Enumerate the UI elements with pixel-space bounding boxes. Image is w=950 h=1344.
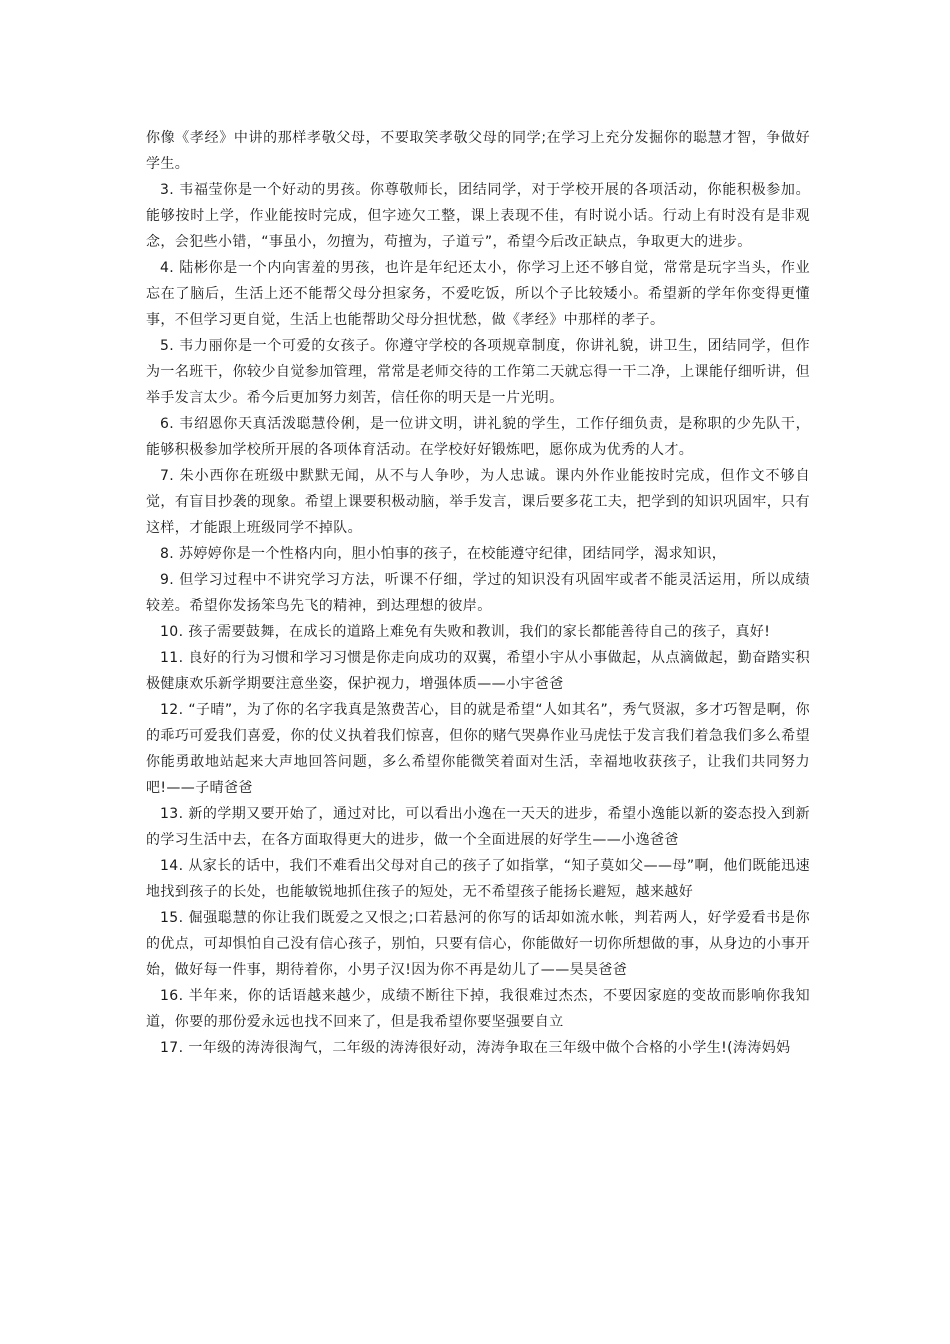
paragraph-item-7: 7. 朱小西你在班级中默默无闻，从不与人争吵，为人忠诚。课内外作业能按时完成，但作文不够自觉，有盲目抄袭的现象。希望上课要积极动脑，举手发言，课后要多花工夫，把学到的知识巩固牢，只有这样，才能跟上班级同学不掉队。	[146, 468, 810, 536]
paragraph-item-9: 9. 但学习过程中不讲究学习方法，听课不仔细，学过的知识没有巩固牢或者不能灵活运用，所以成绩较差。希望你发扬笨鸟先飞的精神，到达理想的彼岸。	[146, 572, 810, 614]
paragraph-item-4: 4. 陆彬你是一个内向害羞的男孩，也许是年纪还太小，你学习上还不够自觉，常常是玩字当头，作业忘在了脑后，生活上还不能帮父母分担家务，不爱吃饭，所以个子比较矮小。希望新的学年你变得更懂事，不但学习更自觉，生活上也能帮助父母分担忧愁，做《孝经》中那样的孝子。	[146, 260, 810, 328]
paragraph-item-12: 12. “子晴”，为了你的名字我真是煞费苦心，目的就是希望“人如其名”，秀气贤淑，多才巧智是啊，你的乖巧可爱我们喜爱，你的仗义执着我们惊喜，但你的赌气哭鼻作业马虎怯于发言我们着急我们多么希望你能勇敢地站起来大声地回答问题，多么希望你能微笑着面对生活，幸福地收获孩子，让我们共同努力吧!——子晴爸爸	[146, 702, 810, 796]
paragraph-item-5: 5. 韦力丽你是一个可爱的女孩子。你遵守学校的各项规章制度，你讲礼貌，讲卫生，团结同学，但作为一名班干，你较少自觉参加管理，常常是老师交待的工作第二天就忘得一干二净，上课能仔细听讲，但举手发言太少。希今后更加努力刻苦，信任你的明天是一片光明。	[146, 338, 810, 406]
paragraph-item-6: 6. 韦绍恩你天真活泼聪慧伶俐，是一位讲文明，讲礼貌的学生，工作仔细负责，是称职的少先队干，能够积极参加学校所开展的各项体育活动。在学校好好锻炼吧，愿你成为优秀的人才。	[146, 416, 810, 458]
paragraph-item-8: 8. 苏婷婷你是一个性格内向，胆小怕事的孩子，在校能遵守纪律，团结同学，渴求知识，	[160, 546, 727, 562]
paragraph-item-11: 11. 良好的行为习惯和学习习惯是你走向成功的双翼，希望小宇从小事做起，从点滴做起，勤奋踏实积极健康欢乐新学期要注意坐姿，保护视力，增强体质——小宇爸爸	[146, 650, 810, 692]
paragraph-item-14: 14. 从家长的话中，我们不难看出父母对自己的孩子了如指掌，“知子莫如父——母”啊，他们既能迅速地找到孩子的长处，也能敏锐地抓住孩子的短处，无不希望孩子能扬长避短，越来越好	[146, 858, 810, 900]
paragraph-item-17: 17. 一年级的涛涛很淘气，二年级的涛涛很好动，涛涛争取在三年级中做个合格的小学生!(涛涛妈妈	[160, 1040, 791, 1056]
paragraph-item-13: 13. 新的学期又要开始了，通过对比，可以看出小逸在一天天的进步，希望小逸能以新的姿态投入到新的学习生活中去，在各方面取得更大的进步，做一个全面进展的好学生——小逸爸爸	[146, 806, 810, 848]
paragraph-item-10: 10. 孩子需要鼓舞，在成长的道路上难免有失败和教训，我们的家长都能善待自己的孩子，真好!	[160, 624, 771, 640]
paragraph-continuation: 你像《孝经》中讲的那样孝敬父母，不要取笑孝敬父母的同学;在学习上充分发掘你的聪慧才智，争做好学生。	[146, 130, 810, 172]
paragraph-item-15: 15. 倔强聪慧的你让我们既爱之又恨之;口若悬河的你写的话却如流水帐，判若两人，好学爱看书是你的优点，可却惧怕自己没有信心孩子，别怕，只要有信心，你能做好一切你所想做的事，从身边的小事开始，做好每一件事，期待着你，小男子汉!因为你不再是幼儿了——昊昊爸爸	[146, 910, 810, 978]
paragraph-item-16: 16. 半年来，你的话语越来越少，成绩不断往下掉，我很难过杰杰，不要因家庭的变故而影响你我知道，你要的那份爱永远也找不回来了，但是我希望你要坚强要自立	[146, 988, 810, 1030]
document-body	[146, 125, 810, 1061]
paragraph-item-3: 3. 韦福莹你是一个好动的男孩。你尊敬师长，团结同学，对于学校开展的各项活动，你能积极参加。能够按时上学，作业能按时完成，但字迹欠工整，课上表现不佳，有时说小话。行动上有时没有是非观念，会犯些小错，“事虽小，勿擅为，苟擅为，子道亏”，希望今后改正缺点，争取更大的进步。	[146, 182, 810, 250]
